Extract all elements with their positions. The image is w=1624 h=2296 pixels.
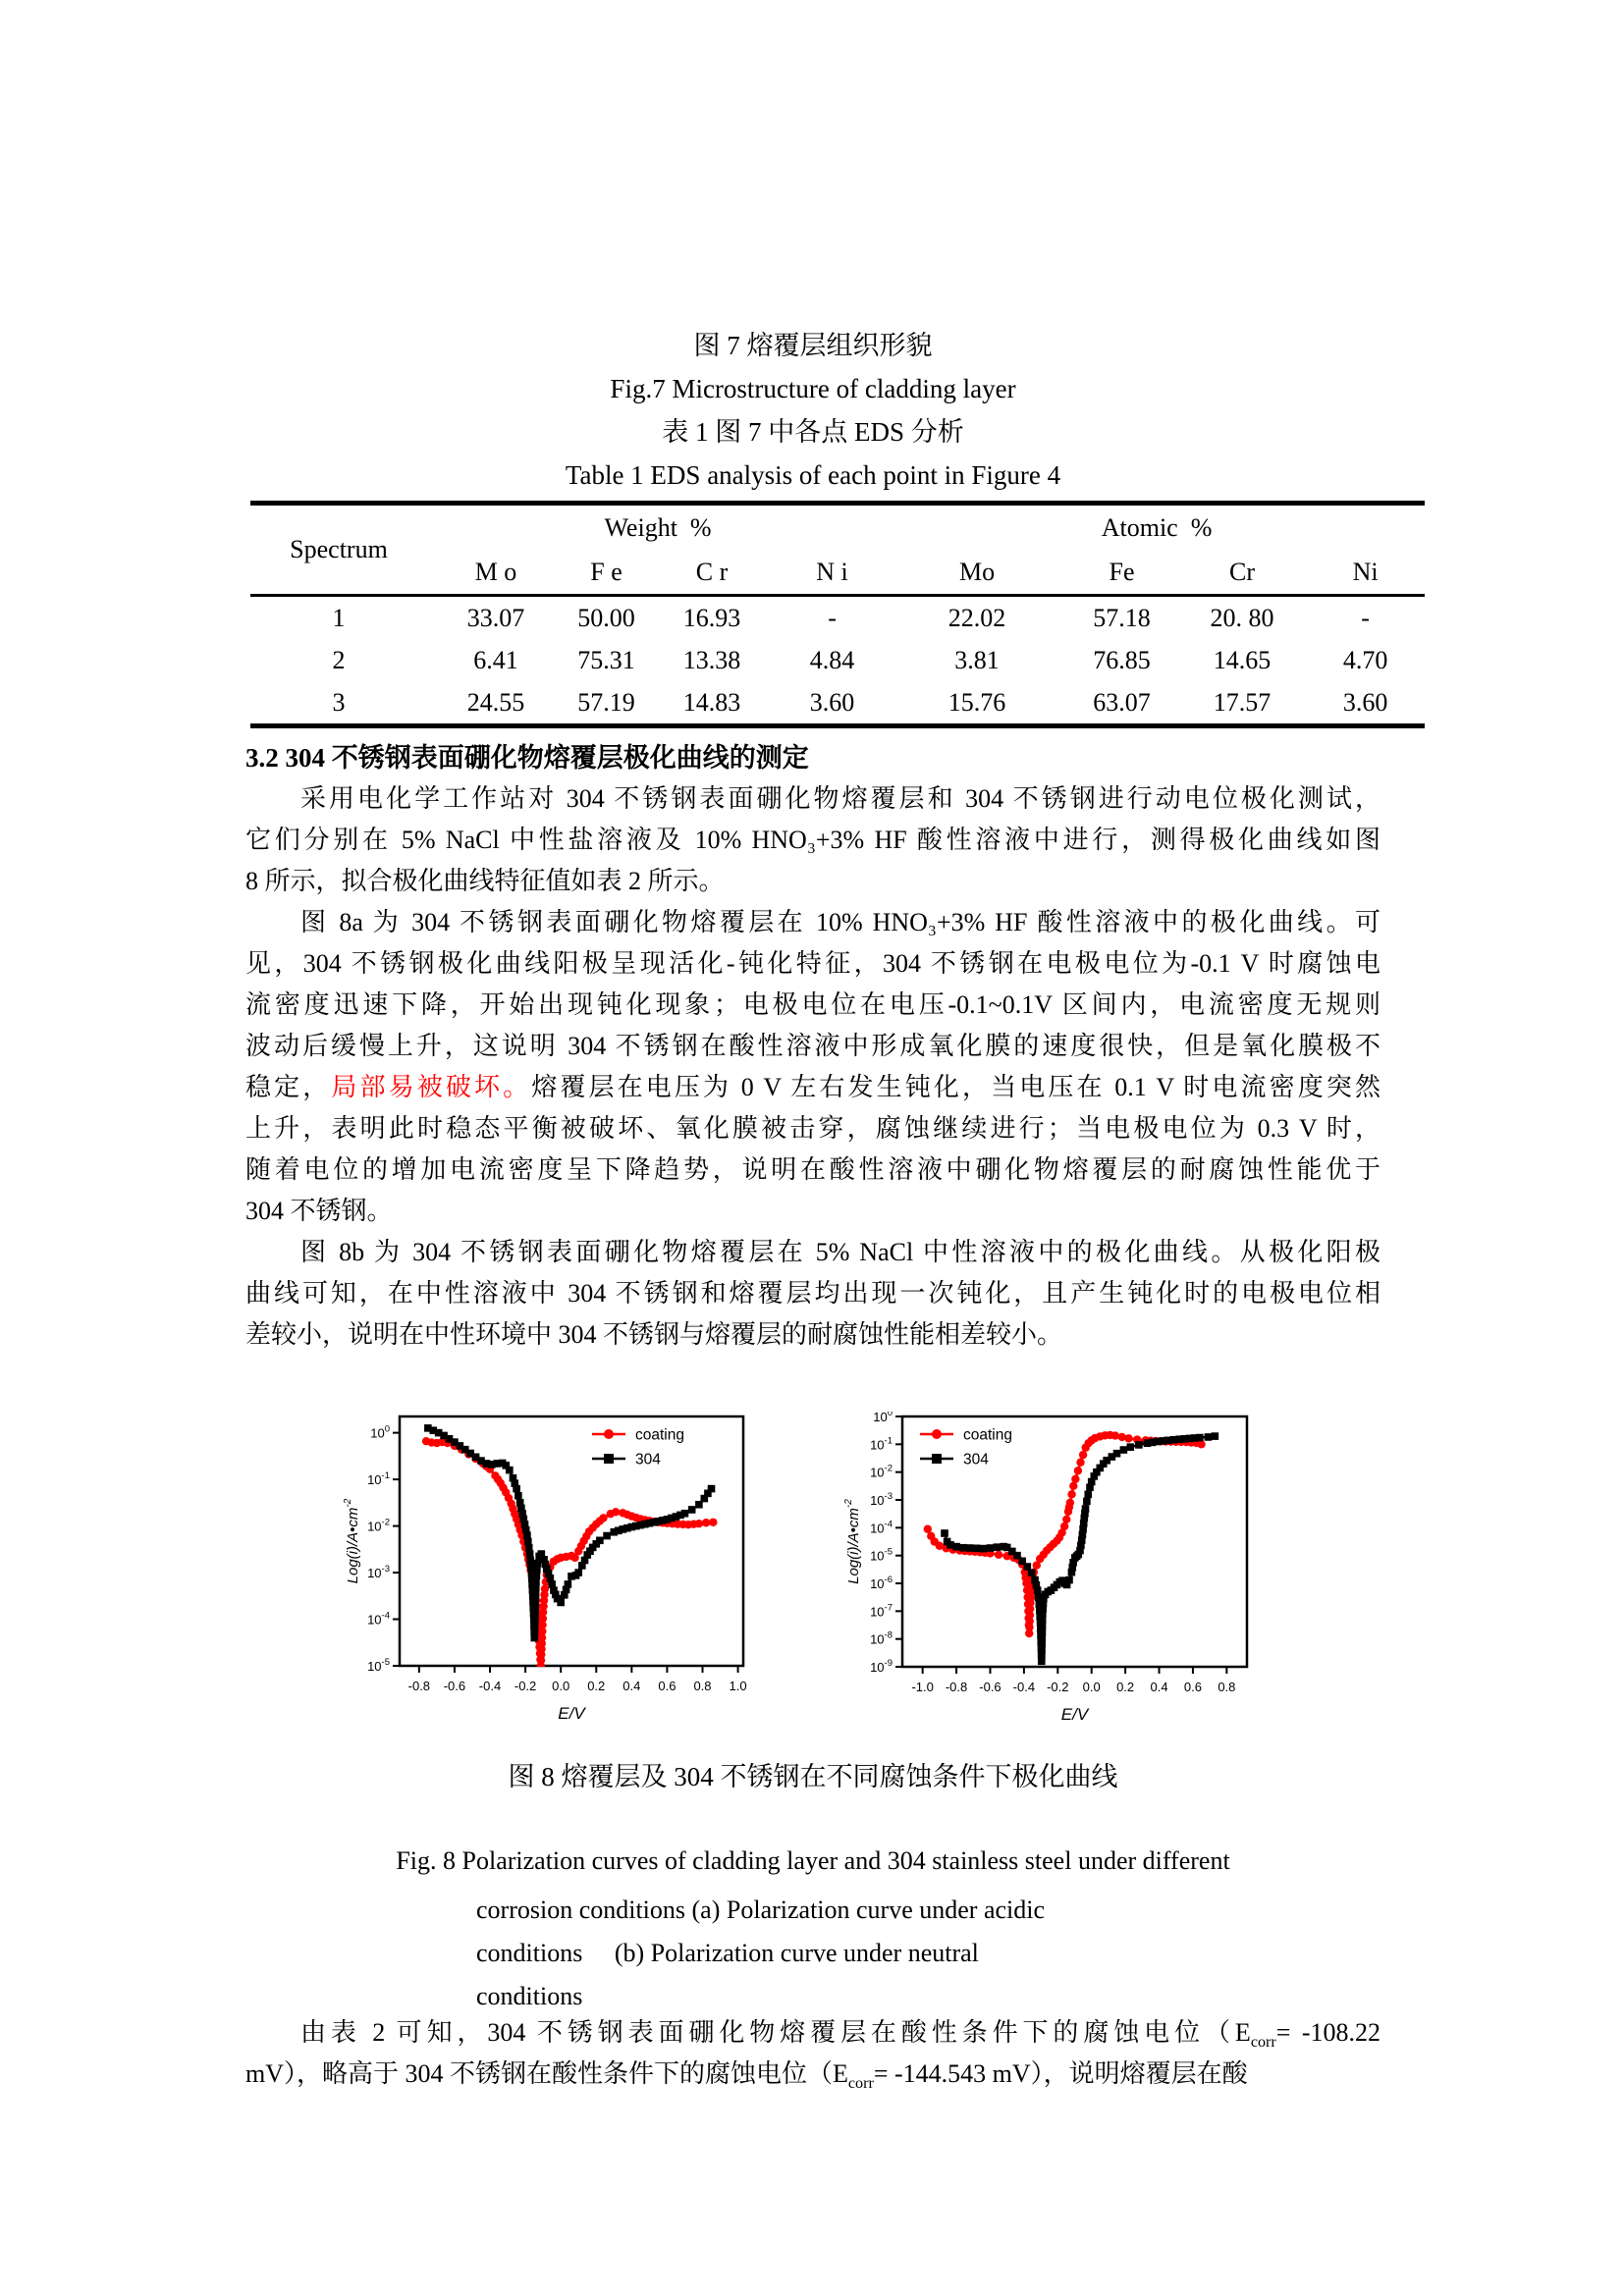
table-header-atomic-group: Atomic % [1101,513,1213,542]
body-line: 流密度迅速下降，开始出现钝化现象；电极电位在电压-0.1~0.1V 区间内，电流密度无规则 [245,990,1380,1019]
body-line: 图 8b 为 304 不锈钢表面硼化物熔覆层在 5% NaCl 中性溶液中的极化曲线。从极化阳极 [300,1238,1380,1266]
body-line: 差较小，说明在中性环境中 304 不锈钢与熔覆层的耐腐蚀性能相差较小。 [245,1320,1063,1349]
table-cell: 33.07 [466,603,525,632]
table-row [250,681,1425,726]
table-header-element: N i [776,551,889,596]
svg-text:-0.6: -0.6 [979,1680,1001,1694]
svg-text:coating: coating [963,1426,1012,1444]
table-cell: 50.00 [577,603,635,632]
body-line: 见，304 不锈钢极化曲线阳极呈现活化-钝化特征，304 不锈钢在电极电位为-0.1 V 时腐蚀电 [245,949,1380,978]
table-cell: 1 [332,603,346,632]
table-cell: 3.81 [954,645,1000,674]
svg-text:1.0: 1.0 [729,1679,747,1693]
red-highlight-text: 局部易被破坏。 [331,1073,532,1101]
svg-text:coating: coating [635,1426,684,1444]
table-row [250,596,1425,640]
section-3-2 [245,737,1380,1356]
table-cell: 3.60 [1342,687,1388,717]
body-line: 304 不锈钢。 [245,1197,393,1225]
fig8-caption-line: conditions [476,1982,583,2010]
table-cell: 75.31 [577,645,635,674]
svg-text:-0.6: -0.6 [443,1679,466,1693]
fig7-caption-en: Fig.7 Microstructure of cladding layer [610,374,1016,403]
svg-text:-0.8: -0.8 [945,1680,968,1694]
table-cell: 57.19 [577,687,635,717]
svg-text:10-7: $10^{-7}$ [870,1602,893,1620]
table-header-element: F e [565,551,648,596]
svg-text:10-3: $10^{-3}$ [367,1564,390,1581]
svg-text:0.2: 0.2 [1116,1680,1135,1694]
svg-text:0.0: 0.0 [552,1679,570,1693]
table-cell: 6.41 [473,645,518,674]
legend-item-coating [592,1427,684,1444]
table-cell: 13.38 [682,645,741,674]
x-axis-label: E/V [1060,1705,1089,1724]
table-header-element: Fe [1065,551,1178,596]
table-cell: 15.76 [947,687,1006,717]
svg-text:100: $10^0$ [873,1412,893,1424]
fig8-caption-en: Fig. 8 Polarization curves of cladding layer and 304 stainless steel under different [396,1846,1230,1875]
closing-paragraph [245,2012,1380,2095]
table1-caption-en: Table 1 EDS analysis of each point in Figure 4 [565,460,1061,490]
svg-text:0.6: 0.6 [658,1679,677,1693]
eds-table [250,501,1425,728]
svg-text:10-3: $10^{-3}$ [870,1491,893,1508]
svg-text:0.0: 0.0 [1082,1680,1101,1694]
svg-text:10-5: $10^{-5}$ [367,1657,390,1674]
svg-text:-0.4: -0.4 [478,1679,502,1693]
table-header-element: M o [427,551,565,596]
table-cell: 14.65 [1213,645,1272,674]
table-cell: 14.83 [682,687,741,717]
polarization-chart-neutral [842,1412,1284,1740]
table-cell: 4.84 [809,645,855,674]
table-cell: 22.02 [947,603,1006,632]
svg-text:-0.4: -0.4 [1012,1680,1036,1694]
svg-text:10-1: $10^{-1}$ [367,1470,390,1488]
svg-text:10-4: $10^{-4}$ [367,1610,390,1628]
svg-text:10-2: $10^{-2}$ [870,1463,893,1480]
fig8-caption-en-sub [476,1889,1380,2018]
svg-text:0.8: 0.8 [693,1679,712,1693]
svg-text:0.6: 0.6 [1183,1680,1202,1694]
body-line: 随着电位的增加电流密度呈下降趋势，说明在酸性溶液中硼化物熔覆层的耐腐蚀性能优于 [245,1155,1380,1184]
svg-text:-0.8: -0.8 [407,1679,431,1693]
table-cell: - [828,603,837,632]
svg-text:-0.2: -0.2 [514,1679,537,1693]
body-line: 曲线可知，在中性溶液中 304 不锈钢和熔覆层均出现一次钝化，且产生钝化时的电极电位相 [245,1279,1380,1308]
table-header-element: Ni [1306,551,1425,596]
body-line: 由表 2 可知，304 不锈钢表面硼化物熔覆层在酸性条件下的腐蚀电位（$E_{corr}= -108.22$ [300,2018,1380,2052]
svg-text:10-9: $10^{-9}$ [870,1658,893,1675]
table-header-spectrum: Spectrum [250,504,427,596]
fig8-caption-line: conditions (b) Polarization curve under neutral [476,1939,979,1967]
table-cell: 57.18 [1093,603,1151,632]
svg-text:0.4: 0.4 [1150,1680,1168,1694]
table-cell: 3 [332,687,346,717]
table-cell: 4.70 [1342,645,1388,674]
body-line: 稳定，局部易被破坏。熔覆层在电压为 0 V 左右发生钝化，当电压在 0.1 V 时电流密度突然 [245,1073,1380,1101]
series-304 [424,1424,715,1641]
svg-text:10-2: $10^{-2}$ [367,1517,390,1534]
table-cell: 24.55 [466,687,525,717]
svg-text:304: 304 [963,1451,989,1468]
fig8-caption-line: corrosion conditions (a) Polarization curve under acidic [476,1896,1046,1924]
body-line: mV），略高于 304 不锈钢在酸性条件下的腐蚀电位（$E_{corr}= -144.543$ mV），说明熔覆层在酸 [245,2059,1248,2093]
svg-text:10-1: $10^{-1}$ [870,1435,893,1453]
table-cell: 16.93 [682,603,741,632]
polarization-chart-acidic [342,1412,784,1740]
table-cell: - [1361,603,1370,632]
fig8-caption-zh: 图 8 熔覆层及 304 不锈钢在不同腐蚀条件下极化曲线 [508,1762,1118,1791]
svg-text:0.8: 0.8 [1218,1680,1236,1694]
table-cell: 20. 80 [1210,603,1274,632]
table-cell: 63.07 [1093,687,1151,717]
legend-item-304 [920,1452,989,1468]
svg-text:304: 304 [635,1451,661,1468]
section-heading: 3.2 304 不锈钢表面硼化物熔覆层极化曲线的测定 [245,743,809,773]
table-header-weight-group: Weight % [604,513,712,542]
legend-item-304 [592,1452,661,1468]
series-coating [422,1437,718,1670]
body-line: 波动后缓慢上升，这说明 304 不锈钢在酸性溶液中形成氧化膜的速度很快，但是氧化膜极不 [245,1032,1380,1060]
table-cell: 76.85 [1093,645,1151,674]
body-line: 采用电化学工作站对 304 不锈钢表面硼化物熔覆层和 304 不锈钢进行动电位极化测试， [300,784,1380,813]
svg-text:10-6: $10^{-6}$ [870,1575,893,1591]
fig7-caption-zh: 图 7 熔覆层组织形貌 [693,331,933,360]
svg-text:0.4: 0.4 [623,1679,641,1693]
table-header-element: Mo [889,551,1065,596]
table-header-element: C r [648,551,776,596]
top-captions [245,324,1380,497]
table-cell: 17.57 [1213,687,1272,717]
legend-item-coating [920,1427,1012,1444]
svg-text:100: $10^0$ [370,1423,390,1441]
y-axis-label: $Log(i)/A•cm^{-2}$ [343,1498,361,1584]
body-line: 它们分别在 5% NaCl 中性盐溶液及 10% HNO₃+3% HF 酸性溶液中进行，测得极化曲线如图 [245,826,1380,854]
table-header-element: Cr [1178,551,1306,596]
table-cell: 2 [332,645,346,674]
table-cell: 3.60 [809,687,855,717]
x-axis-label: E/V [558,1704,585,1723]
body-line: 8 所示，拟合极化曲线特征值如表 2 所示。 [245,867,725,895]
svg-text:-0.2: -0.2 [1047,1680,1069,1694]
table1-caption-zh: 表 1 图 7 中各点 EDS 分析 [662,417,964,447]
table-row [250,639,1425,681]
svg-text:10-4: $10^{-4}$ [870,1519,893,1536]
body-line: 图 8a 为 304 不锈钢表面硼化物熔覆层在 10% HNO₃+3% HF 酸性溶液中的极化曲线。可 [300,908,1380,936]
svg-text:-1.0: -1.0 [911,1680,934,1694]
svg-text:10-8: $10^{-8}$ [870,1629,893,1647]
body-line: 上升，表明此时稳态平衡被破坏、氧化膜被击穿，腐蚀继续进行；当电极电位为 0.3 V 时， [245,1114,1380,1143]
y-axis-label: $Log(i)/A•cm^{-2}$ [843,1499,862,1584]
svg-text:0.2: 0.2 [587,1679,606,1693]
svg-text:10-5: $10^{-5}$ [870,1546,893,1564]
